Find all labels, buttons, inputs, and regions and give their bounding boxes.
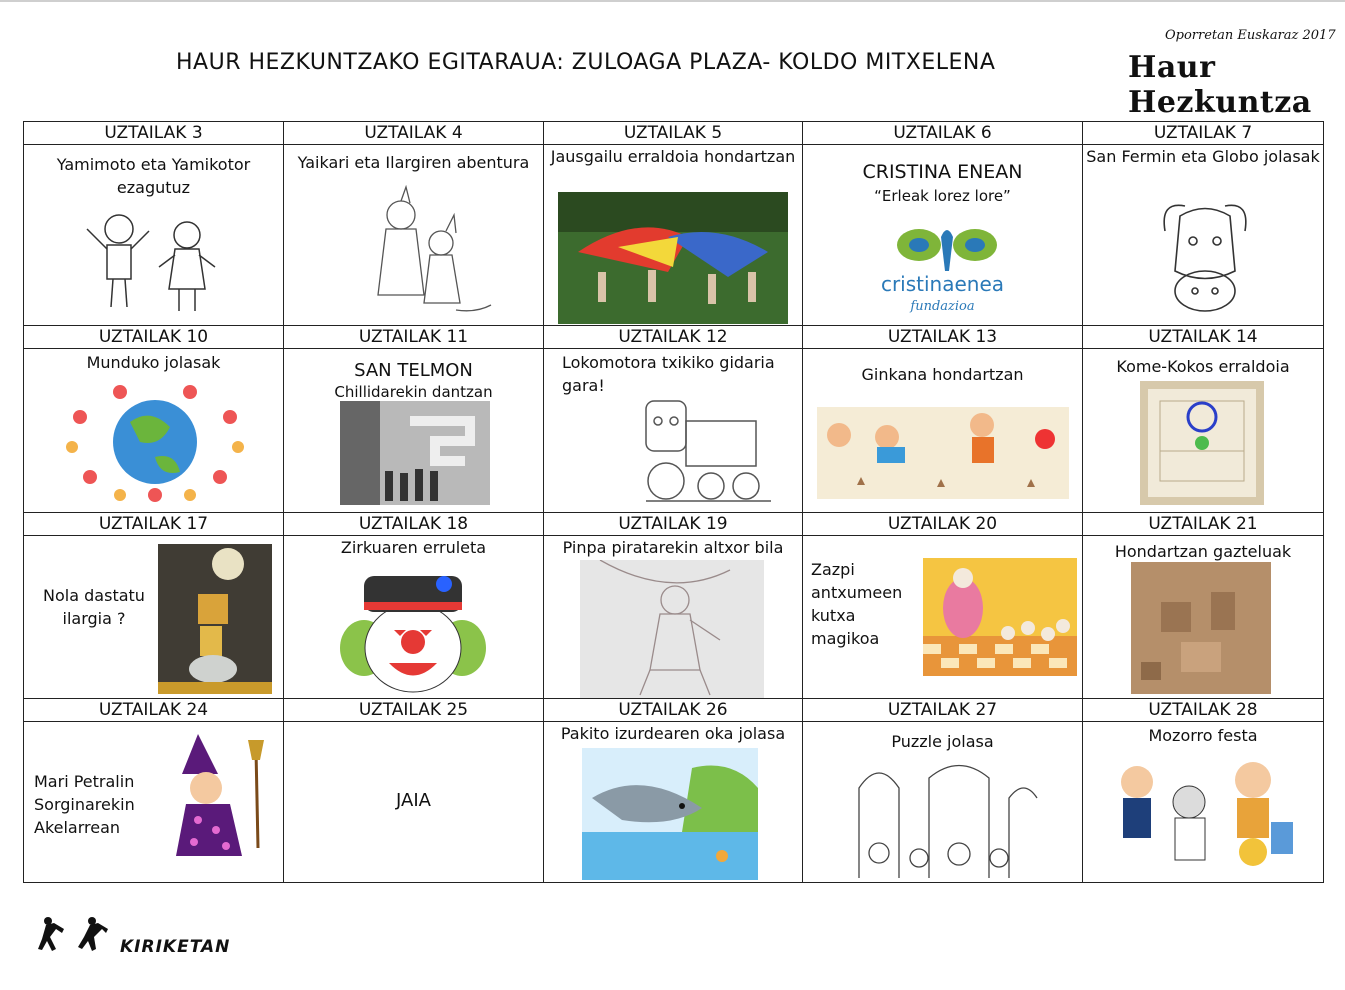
day-header: UZTAILAK 6	[803, 122, 1083, 145]
activity-cell	[24, 145, 284, 326]
activity-title: Hondartzan gazteluak	[1114, 542, 1292, 561]
activity-title: Mozorro festa	[1148, 726, 1258, 745]
activity-cell	[284, 145, 544, 326]
activity-cell	[24, 536, 284, 699]
week-header-row	[24, 513, 1324, 536]
day-header: UZTAILAK 5	[544, 122, 803, 145]
day-header: UZTAILAK 19	[544, 513, 803, 536]
activity-cell	[1083, 722, 1324, 883]
world-children-image	[60, 377, 250, 507]
activity-title: Nola dastatu ilargia ?	[43, 586, 145, 628]
activity-title: Yaikari eta Ilargiren abentura	[297, 153, 530, 172]
bull-drawing-image	[1155, 191, 1255, 321]
activity-cell	[544, 536, 803, 699]
activity-subtitle: “Erleak lorez lore”	[874, 187, 1011, 205]
week-header-row	[24, 326, 1324, 349]
activity-cell	[1083, 536, 1324, 699]
activity-cell	[24, 349, 284, 513]
activity-title: Munduko jolasak	[86, 353, 221, 372]
activity-title: JAIA	[396, 790, 431, 811]
activity-title: Zazpi antxumeen kutxa magikoa	[811, 560, 903, 648]
activity-title: Ginkana hondartzan	[861, 365, 1024, 384]
activity-cell	[803, 536, 1083, 699]
parachute-photo	[558, 192, 788, 324]
activity-title: Zirkuaren erruleta	[340, 538, 487, 557]
activity-title: Pakito izurdearen oka jolasa	[560, 724, 786, 743]
witch-image	[168, 730, 274, 860]
activity-title: Mari Petralin Sorginarekin Akelarrean	[34, 772, 135, 837]
logo-text: KIRIKETAN	[120, 937, 231, 957]
day-header: UZTAILAK 7	[1083, 122, 1324, 145]
day-header: UZTAILAK 27	[803, 699, 1083, 722]
brand-subtitle: Oporretan Euskaraz 2017	[1165, 28, 1336, 43]
schedule-table	[23, 121, 1324, 883]
seven-goats-image	[923, 558, 1077, 676]
week-header-row	[24, 699, 1324, 722]
dolphin-image	[582, 748, 758, 880]
activity-cell	[1083, 349, 1324, 513]
activity-cell	[544, 145, 803, 326]
activity-title: Kome-Kokos erraldoia	[1116, 357, 1290, 376]
logo-wordmark: cristinaenea	[880, 272, 1005, 296]
day-header: UZTAILAK 11	[284, 326, 544, 349]
locomotive-drawing-image	[636, 391, 776, 509]
day-header: UZTAILAK 10	[24, 326, 284, 349]
day-header: UZTAILAK 28	[1083, 699, 1324, 722]
clown-image	[334, 568, 492, 696]
pirate-drawing-image	[580, 560, 764, 698]
activity-cell	[284, 349, 544, 513]
activity-cell	[284, 722, 544, 883]
activity-title: SAN TELMON	[354, 360, 473, 381]
activity-subtitle: Chillidarekin dantzan	[334, 383, 493, 401]
week-activity-row	[24, 349, 1324, 513]
peacock-logo-image	[891, 217, 1003, 273]
day-header: UZTAILAK 17	[24, 513, 284, 536]
activity-cell	[284, 536, 544, 699]
brand-title: Haur Hezkuntza	[1128, 50, 1312, 120]
day-header: UZTAILAK 4	[284, 122, 544, 145]
activity-cell	[544, 349, 803, 513]
logo-subtext: fundazioa	[910, 299, 975, 314]
day-header: UZTAILAK 21	[1083, 513, 1324, 536]
forest-animals-drawing-image	[849, 758, 1039, 880]
activity-title: Jausgailu erraldoia hondartzan	[550, 147, 796, 166]
activity-cell	[24, 722, 284, 883]
day-header: UZTAILAK 25	[284, 699, 544, 722]
week-activity-row	[24, 145, 1324, 326]
activity-cell	[803, 145, 1083, 326]
activity-cell	[803, 722, 1083, 883]
day-header: UZTAILAK 26	[544, 699, 803, 722]
week-activity-row	[24, 536, 1324, 699]
activity-title: San Fermin eta Globo jolasak	[1086, 147, 1320, 166]
day-header: UZTAILAK 12	[544, 326, 803, 349]
week-activity-row	[24, 722, 1324, 883]
day-header: UZTAILAK 3	[24, 122, 284, 145]
day-header: UZTAILAK 20	[803, 513, 1083, 536]
activity-cell	[803, 349, 1083, 513]
activity-title: Pinpa piratarekin altxor bila	[562, 538, 784, 557]
activity-cell	[1083, 145, 1324, 326]
beach-kids-image	[817, 407, 1069, 499]
day-header: UZTAILAK 18	[284, 513, 544, 536]
top-rule	[0, 0, 1345, 2]
sand-castle-photo	[1131, 562, 1271, 694]
activity-title: Yamimoto eta Yamikotor ezagutuz	[56, 155, 251, 197]
activity-title: Puzzle jolasa	[891, 732, 994, 751]
paper-fortune-teller-photo	[1140, 381, 1264, 505]
activity-title: Lokomotora txikiko gidaria gara!	[562, 353, 775, 395]
day-header: UZTAILAK 24	[24, 699, 284, 722]
kids-drawing-image	[79, 207, 229, 319]
day-header: UZTAILAK 14	[1083, 326, 1324, 349]
page-title: HAUR HEZKUNTZAKO EGITARAUA: ZULOAGA PLAZA- KOLDO MITXELENA	[176, 50, 996, 75]
native-kids-drawing-image	[346, 185, 496, 320]
week-header-row	[24, 122, 1324, 145]
activity-cell	[544, 722, 803, 883]
animal-tower-moon-image	[158, 544, 272, 694]
day-header: UZTAILAK 13	[803, 326, 1083, 349]
activity-title: CRISTINA ENEAN	[862, 161, 1023, 183]
chillida-sculpture-photo	[340, 401, 490, 505]
costume-kids-image	[1103, 752, 1299, 878]
